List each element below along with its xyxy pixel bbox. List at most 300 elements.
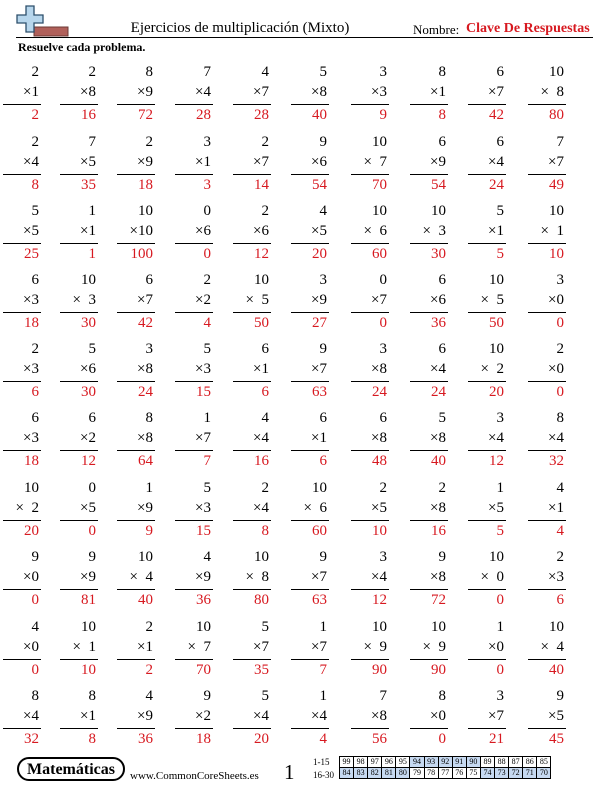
factor-bottom: ×5 [548,708,564,724]
answer-line [233,450,271,451]
factor-top: 10 [81,619,96,635]
answer-line [468,104,506,105]
answer-line [60,104,98,105]
problem [115,410,155,478]
answer: 81 [81,592,96,608]
answer-line [175,104,213,105]
score-cell: 77 [438,768,452,779]
factor-bottom: ×5 [23,223,39,239]
score-range-label: 1-15 [313,757,330,767]
factor-top: 8 [438,688,446,704]
factor-top: 0 [88,480,96,496]
factor-bottom: ×4 [23,154,39,170]
problem [173,549,213,617]
factor-top: 4 [261,410,269,426]
factor-bottom: ×6 [430,292,446,308]
answer: 20 [312,246,327,262]
factor-top: 2 [438,480,446,496]
answer: 18 [24,315,39,331]
score-cell: 89 [480,757,494,768]
factor-top: 3 [203,134,211,150]
factor-bottom: ×1 [137,639,153,655]
answer-line [233,381,271,382]
problem [408,549,448,617]
problem [1,480,41,548]
score-cell: 83 [354,768,368,779]
answer: 16 [431,523,446,539]
factor-top: 6 [379,410,387,426]
factor-top: 4 [319,203,327,219]
factor-top: 10 [431,619,446,635]
factor-bottom: ×8 [311,84,327,100]
factor-bottom: ×1 [488,223,504,239]
answer: 60 [372,246,387,262]
factor-bottom: ×1 [80,708,96,724]
answer-line [233,243,271,244]
problem [231,619,271,687]
answer-line [233,312,271,313]
factor-top: 10 [372,619,387,635]
answer-line [60,174,98,175]
factor-top: 8 [438,64,446,80]
score-cell: 76 [452,768,466,779]
factor-top: 3 [556,272,564,288]
problem [58,341,98,409]
answer: 25 [24,246,39,262]
answer: 6 [31,384,39,400]
answer-line [410,728,448,729]
answer: 24 [489,177,504,193]
problem [58,64,98,132]
factor-bottom: ×7 [253,154,269,170]
answer-line [291,381,329,382]
factor-top: 8 [145,410,153,426]
problem [58,549,98,617]
factor-top: 6 [88,410,96,426]
problem-row [0,64,612,132]
factor-bottom: ×5 [488,500,504,516]
factor-bottom: ×3 [371,84,387,100]
problem [349,203,389,271]
factor-top: 2 [261,134,269,150]
answer: 8 [31,177,39,193]
factor-bottom: ×8 [137,430,153,446]
score-cell: 86 [523,757,537,768]
answer: 30 [81,315,96,331]
problem-row [0,549,612,617]
problem [173,619,213,687]
factor-bottom: ×3 [23,430,39,446]
factor-top: 2 [31,64,39,80]
factor-top: 7 [556,134,564,150]
answer-line [410,381,448,382]
score-cell: 90 [466,757,480,768]
score-cell: 95 [396,757,410,768]
answer: 54 [312,177,327,193]
answer-line [351,450,389,451]
problem [231,64,271,132]
factor-bottom: × 5 [480,292,504,308]
answer-line [117,728,155,729]
answer-line [528,312,566,313]
factor-top: 2 [31,134,39,150]
problem-row [0,480,612,548]
factor-bottom: ×6 [80,361,96,377]
answer: 8 [438,107,446,123]
answer-line [117,312,155,313]
factor-top: 7 [379,688,387,704]
factor-top: 4 [203,549,211,565]
problem [115,203,155,271]
factor-bottom: × 2 [480,361,504,377]
factor-bottom: ×7 [488,708,504,724]
answer-line [528,243,566,244]
factor-top: 10 [24,480,39,496]
answer-line [468,312,506,313]
answer-line [351,659,389,660]
answer-line [468,728,506,729]
factor-top: 6 [438,341,446,357]
factor-bottom: ×7 [253,84,269,100]
answer-line [175,728,213,729]
factor-top: 7 [88,134,96,150]
subject-badge: Matemáticas [17,757,125,781]
answer: 10 [372,523,387,539]
header-divider [16,37,593,38]
answer-line [351,589,389,590]
factor-top: 10 [549,64,564,80]
answer-line [175,243,213,244]
factor-bottom: × 8 [540,84,564,100]
problem [173,272,213,340]
answer-line [291,520,329,521]
answer: 10 [549,246,564,262]
answer-line [233,659,271,660]
answer: 0 [379,315,387,331]
answer: 90 [372,662,387,678]
answer: 15 [196,384,211,400]
factor-top: 9 [88,549,96,565]
footer-url: www.CommonCoreSheets.es [130,770,259,782]
answer: 64 [138,453,153,469]
factor-top: 10 [549,203,564,219]
factor-bottom: × 9 [363,639,387,655]
factor-top: 3 [496,410,504,426]
score-cell: 92 [438,757,452,768]
factor-bottom: × 4 [540,639,564,655]
answer-line [351,174,389,175]
answer-line [291,728,329,729]
answer: 35 [254,662,269,678]
factor-top: 10 [312,480,327,496]
answer: 0 [496,662,504,678]
problem [408,688,448,756]
answer: 12 [489,453,504,469]
answer: 28 [254,107,269,123]
factor-top: 10 [254,272,269,288]
factor-top: 1 [496,619,504,635]
problem [349,549,389,617]
problem [1,410,41,478]
problem [115,272,155,340]
answer: 35 [81,177,96,193]
problem [115,134,155,202]
factor-bottom: ×3 [195,500,211,516]
answer: 24 [431,384,446,400]
problem [289,341,329,409]
answer: 0 [556,384,564,400]
factor-top: 10 [138,549,153,565]
factor-top: 1 [203,410,211,426]
answer-line [291,104,329,105]
answer: 3 [203,177,211,193]
factor-top: 3 [379,341,387,357]
factor-top: 7 [203,64,211,80]
factor-bottom: ×6 [311,154,327,170]
problem [173,64,213,132]
answer: 49 [549,177,564,193]
answer: 18 [24,453,39,469]
problem [408,480,448,548]
name-value: Clave De Respuestas [466,21,590,36]
score-cell: 96 [382,757,396,768]
answer: 12 [372,592,387,608]
answer: 12 [254,246,269,262]
problem [408,410,448,478]
answer: 56 [372,731,387,747]
answer-line [351,520,389,521]
factor-bottom: ×7 [548,154,564,170]
answer: 54 [431,177,446,193]
factor-bottom: ×1 [548,500,564,516]
problem [1,272,41,340]
factor-top: 6 [261,341,269,357]
answer: 50 [254,315,269,331]
problem [349,480,389,548]
factor-bottom: ×2 [195,708,211,724]
score-cell: 84 [340,768,354,779]
answer-line [528,589,566,590]
answer-line [233,589,271,590]
answer: 0 [31,662,39,678]
answer: 72 [138,107,153,123]
factor-top: 8 [88,688,96,704]
factor-bottom: ×9 [80,569,96,585]
problem [349,688,389,756]
factor-top: 2 [145,619,153,635]
answer-line [291,450,329,451]
problem [58,410,98,478]
answer: 4 [556,523,564,539]
answer-line [175,174,213,175]
factor-bottom: ×1 [311,430,327,446]
problem [289,134,329,202]
problem [408,272,448,340]
problem [115,480,155,548]
problem [466,619,506,687]
factor-bottom: ×1 [253,361,269,377]
factor-top: 0 [203,203,211,219]
factor-top: 6 [31,410,39,426]
answer: 18 [138,177,153,193]
answer: 80 [549,107,564,123]
factor-top: 10 [196,619,211,635]
name-label: Nombre: [413,22,460,37]
factor-bottom: ×7 [195,430,211,446]
factor-bottom: ×6 [195,223,211,239]
factor-bottom: × 3 [422,223,446,239]
problem [466,549,506,617]
factor-top: 5 [438,410,446,426]
factor-top: 2 [203,272,211,288]
answer-line [3,589,41,590]
problem [231,410,271,478]
score-cell: 70 [537,768,551,779]
factor-top: 3 [379,549,387,565]
factor-top: 2 [379,480,387,496]
answer: 45 [549,731,564,747]
page-number: 1 [284,760,295,784]
problem [231,549,271,617]
factor-top: 9 [438,549,446,565]
answer-line [528,104,566,105]
problem [231,203,271,271]
factor-top: 10 [254,549,269,565]
factor-bottom: ×0 [23,639,39,655]
factor-top: 3 [319,272,327,288]
factor-top: 1 [319,619,327,635]
problem [466,341,506,409]
factor-bottom: ×3 [23,361,39,377]
problem [1,203,41,271]
answer-line [3,243,41,244]
factor-bottom: ×4 [195,84,211,100]
score-cell: 72 [509,768,523,779]
answer: 12 [81,453,96,469]
problem [1,341,41,409]
problem [115,688,155,756]
answer-line [410,589,448,590]
factor-bottom: ×0 [23,569,39,585]
answer-line [291,659,329,660]
answer-line [3,381,41,382]
answer-line [175,312,213,313]
answer: 18 [196,731,211,747]
answer: 21 [489,731,504,747]
answer-line [60,312,98,313]
answer-line [117,450,155,451]
answer-line [60,659,98,660]
factor-top: 6 [496,64,504,80]
answer: 2 [145,662,153,678]
problem-row [0,272,612,340]
answer: 9 [379,107,387,123]
answer: 4 [319,731,327,747]
factor-bottom: ×7 [137,292,153,308]
problem [466,688,506,756]
problem [289,619,329,687]
problem [466,272,506,340]
factor-top: 10 [489,341,504,357]
factor-top: 10 [81,272,96,288]
answer: 0 [438,731,446,747]
answer-line [3,312,41,313]
answer: 5 [496,246,504,262]
answer-line [60,381,98,382]
answer-line [60,450,98,451]
factor-bottom: ×7 [311,361,327,377]
problem [289,688,329,756]
answer: 36 [138,731,153,747]
answer: 0 [496,592,504,608]
factor-top: 10 [549,619,564,635]
answer: 2 [31,107,39,123]
factor-bottom: ×7 [311,639,327,655]
answer: 40 [549,662,564,678]
factor-bottom: ×7 [371,292,387,308]
factor-bottom: × 6 [363,223,387,239]
factor-top: 6 [496,134,504,150]
answer-line [117,589,155,590]
factor-bottom: ×9 [137,84,153,100]
answer: 30 [431,246,446,262]
score-cell: 75 [466,768,480,779]
factor-bottom: ×0 [488,639,504,655]
factor-top: 9 [319,341,327,357]
problem [349,134,389,202]
score-cell: 85 [537,757,551,768]
score-cell: 78 [424,768,438,779]
answer: 20 [489,384,504,400]
instructions: Resuelve cada problema. [18,40,146,54]
answer-line [410,659,448,660]
factor-bottom: × 1 [540,223,564,239]
problem [466,134,506,202]
answer: 50 [489,315,504,331]
factor-top: 9 [319,549,327,565]
factor-top: 4 [145,688,153,704]
factor-top: 8 [556,410,564,426]
factor-bottom: ×7 [253,639,269,655]
problem [231,134,271,202]
factor-bottom: ×3 [195,361,211,377]
answer: 63 [312,384,327,400]
answer: 14 [254,177,269,193]
factor-bottom: ×8 [80,84,96,100]
answer-line [468,381,506,382]
answer-line [175,450,213,451]
answer-line [291,243,329,244]
answer: 24 [372,384,387,400]
answer: 32 [24,731,39,747]
problem [408,341,448,409]
problem [58,203,98,271]
answer: 4 [203,315,211,331]
problem [526,341,566,409]
answer: 5 [496,523,504,539]
factor-bottom: × 7 [187,639,211,655]
answer: 40 [138,592,153,608]
score-cell: 81 [382,768,396,779]
factor-top: 5 [319,64,327,80]
answer: 40 [312,107,327,123]
answer-line [351,312,389,313]
answer-line [233,104,271,105]
problem [289,410,329,478]
answer-line [410,243,448,244]
problem [1,619,41,687]
answer-line [3,450,41,451]
